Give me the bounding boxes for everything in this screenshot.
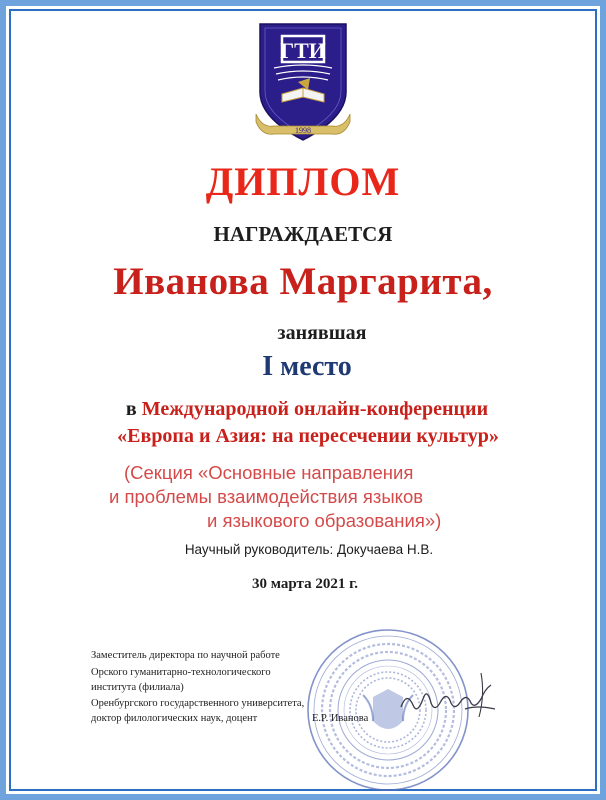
- diploma-title: ДИПЛОМ: [205, 159, 401, 204]
- taken-label: занявшая: [277, 322, 367, 344]
- signer-title-line-2: Орского гуманитарно-технологического: [91, 667, 271, 678]
- signer-degree: доктор филологических наук, доцент: [91, 713, 258, 724]
- supervisor-line: Научный руководитель: Докучаева Н.В.: [184, 542, 434, 557]
- place-label: I место: [262, 351, 352, 382]
- signer-title-line-5: [91, 713, 369, 725]
- section-line-3: и языкового образования»): [207, 510, 442, 531]
- section-line-1: (Секция «Основные направления: [124, 462, 414, 483]
- institute-logo: [252, 18, 354, 146]
- handwritten-signature: [395, 665, 505, 725]
- diploma-date: 30 марта 2021 г.: [252, 576, 358, 592]
- recipient-name: Иванова Маргарита,: [113, 260, 493, 303]
- conference-preposition: в: [125, 398, 137, 420]
- logo-year: 1998: [295, 126, 311, 135]
- conference-line-1: [0, 398, 606, 421]
- awarded-label: НАГРАЖДАЕТСЯ: [213, 222, 393, 246]
- section-line-2: и проблемы взаимодействия языков: [109, 486, 424, 507]
- signer-name: Е.Р. Иванова: [312, 713, 369, 724]
- signer-title-line-3: института (филиала): [91, 682, 184, 693]
- conference-name: Международной онлайн-конференции: [141, 398, 489, 420]
- signer-title-line-1: Заместитель директора по научной работе: [91, 650, 280, 661]
- signer-title-line-4: Оренбургского государственного университета,: [91, 698, 305, 709]
- conference-line-2: «Европа и Азия: на пересечении культур»: [117, 425, 499, 447]
- logo-monogram: ГТИ: [280, 38, 326, 63]
